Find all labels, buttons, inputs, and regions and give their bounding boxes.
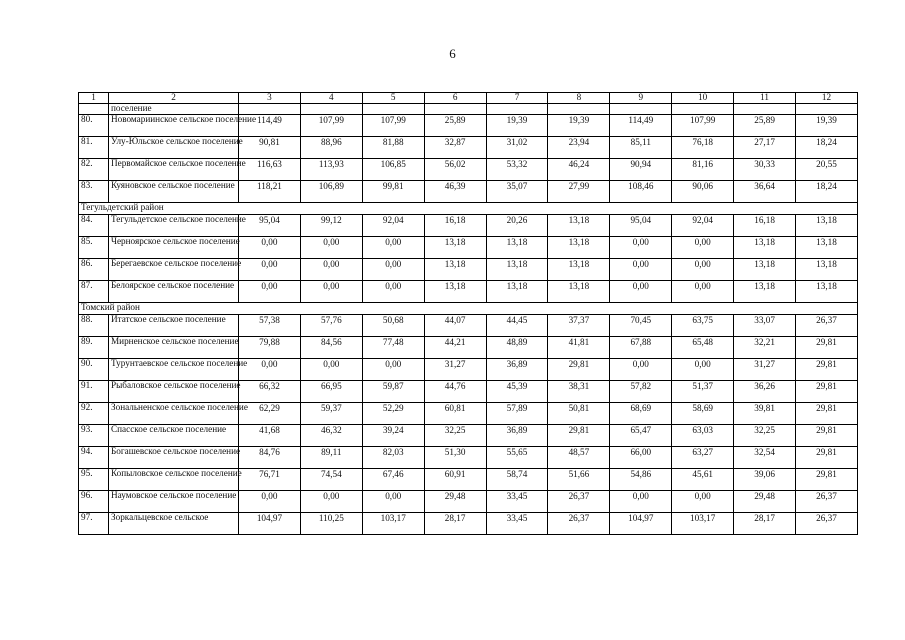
- value-cell: 0,00: [300, 359, 362, 381]
- value-cell: 23,94: [548, 137, 610, 159]
- empty-cell: [734, 104, 796, 115]
- column-number-cell: 8: [548, 93, 610, 104]
- value-cell: 48,57: [548, 447, 610, 469]
- empty-cell: [548, 104, 610, 115]
- settlement-name: Белоярское сельское поселение: [109, 281, 239, 303]
- value-cell: 74,54: [300, 469, 362, 491]
- value-cell: 0,00: [362, 237, 424, 259]
- continuation-num-cell: [79, 104, 109, 115]
- value-cell: 50,68: [362, 315, 424, 337]
- value-cell: 0,00: [239, 491, 301, 513]
- value-cell: 33,07: [734, 315, 796, 337]
- value-cell: 41,81: [548, 337, 610, 359]
- value-cell: 0,00: [610, 359, 672, 381]
- value-cell: 89,11: [300, 447, 362, 469]
- row-number: 90.: [79, 359, 109, 381]
- row-number: 93.: [79, 425, 109, 447]
- value-cell: 0,00: [362, 281, 424, 303]
- value-cell: 63,03: [672, 425, 734, 447]
- value-cell: 36,26: [734, 381, 796, 403]
- column-number-cell: 3: [239, 93, 301, 104]
- value-cell: 29,81: [796, 337, 858, 359]
- column-number-cell: 2: [109, 93, 239, 104]
- value-cell: 31,27: [734, 359, 796, 381]
- value-cell: 0,00: [672, 237, 734, 259]
- value-cell: 45,39: [486, 381, 548, 403]
- value-cell: 104,97: [610, 513, 672, 535]
- value-cell: 0,00: [610, 237, 672, 259]
- value-cell: 39,81: [734, 403, 796, 425]
- value-cell: 52,29: [362, 403, 424, 425]
- value-cell: 56,02: [424, 159, 486, 181]
- value-cell: 35,07: [486, 181, 548, 203]
- column-number-cell: 7: [486, 93, 548, 104]
- table-row: [79, 315, 858, 337]
- value-cell: 0,00: [239, 359, 301, 381]
- table-body: [79, 93, 858, 535]
- table-row: [79, 115, 858, 137]
- value-cell: 76,18: [672, 137, 734, 159]
- value-cell: 33,45: [486, 491, 548, 513]
- value-cell: 0,00: [610, 491, 672, 513]
- value-cell: 29,81: [548, 359, 610, 381]
- value-cell: 44,76: [424, 381, 486, 403]
- value-cell: 85,11: [610, 137, 672, 159]
- settlement-name: Зоркальцевское сельское: [109, 513, 239, 535]
- value-cell: 37,37: [548, 315, 610, 337]
- settlement-name: Куяновское сельское поселение: [109, 181, 239, 203]
- value-cell: 58,74: [486, 469, 548, 491]
- value-cell: 27,17: [734, 137, 796, 159]
- value-cell: 29,48: [734, 491, 796, 513]
- value-cell: 13,18: [796, 259, 858, 281]
- value-cell: 99,12: [300, 215, 362, 237]
- value-cell: 103,17: [672, 513, 734, 535]
- value-cell: 29,81: [548, 425, 610, 447]
- settlement-name: Итатское сельское поселение: [109, 315, 239, 337]
- value-cell: 39,24: [362, 425, 424, 447]
- table-row: [79, 137, 858, 159]
- value-cell: 19,39: [486, 115, 548, 137]
- value-cell: 46,24: [548, 159, 610, 181]
- column-number-row: [79, 93, 858, 104]
- settlement-name: Первомайское сельское поселение: [109, 159, 239, 181]
- value-cell: 46,39: [424, 181, 486, 203]
- column-number-cell: 4: [300, 93, 362, 104]
- value-cell: 13,18: [796, 237, 858, 259]
- row-number: 83.: [79, 181, 109, 203]
- value-cell: 67,46: [362, 469, 424, 491]
- value-cell: 84,56: [300, 337, 362, 359]
- value-cell: 13,18: [486, 237, 548, 259]
- settlement-name: Улу-Юльское сельское поселение: [109, 137, 239, 159]
- value-cell: 13,18: [548, 281, 610, 303]
- value-cell: 26,37: [796, 491, 858, 513]
- value-cell: 16,18: [734, 215, 796, 237]
- table-row: [79, 159, 858, 181]
- value-cell: 0,00: [239, 281, 301, 303]
- table-row: [79, 513, 858, 535]
- empty-cell: [239, 104, 301, 115]
- value-cell: 108,46: [610, 181, 672, 203]
- value-cell: 90,81: [239, 137, 301, 159]
- value-cell: 66,00: [610, 447, 672, 469]
- value-cell: 63,75: [672, 315, 734, 337]
- value-cell: 110,25: [300, 513, 362, 535]
- value-cell: 90,94: [610, 159, 672, 181]
- row-number: 82.: [79, 159, 109, 181]
- table-row: [79, 181, 858, 203]
- value-cell: 50,81: [548, 403, 610, 425]
- value-cell: 66,32: [239, 381, 301, 403]
- value-cell: 51,30: [424, 447, 486, 469]
- value-cell: 28,17: [424, 513, 486, 535]
- value-cell: 63,27: [672, 447, 734, 469]
- value-cell: 20,26: [486, 215, 548, 237]
- table-row: [79, 237, 858, 259]
- empty-cell: [300, 104, 362, 115]
- value-cell: 107,99: [362, 115, 424, 137]
- settlement-name: Богашевское сельское поселение: [109, 447, 239, 469]
- row-number: 86.: [79, 259, 109, 281]
- value-cell: 70,45: [610, 315, 672, 337]
- value-cell: 44,07: [424, 315, 486, 337]
- column-number-cell: 9: [610, 93, 672, 104]
- row-number: 91.: [79, 381, 109, 403]
- value-cell: 88,96: [300, 137, 362, 159]
- value-cell: 57,82: [610, 381, 672, 403]
- value-cell: 118,21: [239, 181, 301, 203]
- value-cell: 82,03: [362, 447, 424, 469]
- value-cell: 18,24: [796, 181, 858, 203]
- value-cell: 27,99: [548, 181, 610, 203]
- value-cell: 92,04: [672, 215, 734, 237]
- value-cell: 13,18: [734, 237, 796, 259]
- value-cell: 77,48: [362, 337, 424, 359]
- table-row: [79, 425, 858, 447]
- continuation-row: [79, 104, 858, 115]
- value-cell: 59,37: [300, 403, 362, 425]
- value-cell: 66,95: [300, 381, 362, 403]
- value-cell: 28,17: [734, 513, 796, 535]
- row-number: 84.: [79, 215, 109, 237]
- value-cell: 0,00: [672, 491, 734, 513]
- column-number-cell: 11: [734, 93, 796, 104]
- row-number: 85.: [79, 237, 109, 259]
- value-cell: 36,64: [734, 181, 796, 203]
- value-cell: 0,00: [300, 259, 362, 281]
- value-cell: 26,37: [796, 315, 858, 337]
- value-cell: 99,81: [362, 181, 424, 203]
- value-cell: 103,17: [362, 513, 424, 535]
- value-cell: 44,45: [486, 315, 548, 337]
- settlement-name: Рыбаловское сельское поселение: [109, 381, 239, 403]
- column-number-cell: 5: [362, 93, 424, 104]
- value-cell: 48,89: [486, 337, 548, 359]
- value-cell: 0,00: [362, 359, 424, 381]
- value-cell: 25,89: [424, 115, 486, 137]
- table-row: [79, 469, 858, 491]
- empty-cell: [610, 104, 672, 115]
- value-cell: 51,37: [672, 381, 734, 403]
- value-cell: 13,18: [424, 281, 486, 303]
- value-cell: 19,39: [796, 115, 858, 137]
- value-cell: 81,16: [672, 159, 734, 181]
- value-cell: 0,00: [672, 281, 734, 303]
- value-cell: 29,81: [796, 447, 858, 469]
- row-number: 87.: [79, 281, 109, 303]
- table-row: [79, 259, 858, 281]
- value-cell: 0,00: [239, 237, 301, 259]
- value-cell: 29,81: [796, 403, 858, 425]
- value-cell: 68,69: [610, 403, 672, 425]
- row-number: 92.: [79, 403, 109, 425]
- value-cell: 0,00: [239, 259, 301, 281]
- value-cell: 32,87: [424, 137, 486, 159]
- value-cell: 104,97: [239, 513, 301, 535]
- value-cell: 114,49: [239, 115, 301, 137]
- value-cell: 106,89: [300, 181, 362, 203]
- continuation-name-cell: поселение: [109, 104, 239, 115]
- column-number-cell: 12: [796, 93, 858, 104]
- row-number: 97.: [79, 513, 109, 535]
- value-cell: 0,00: [672, 359, 734, 381]
- settlement-name: Тегульдетское сельское поселение: [109, 215, 239, 237]
- column-number-cell: 1: [79, 93, 109, 104]
- value-cell: 32,54: [734, 447, 796, 469]
- table-row: [79, 381, 858, 403]
- value-cell: 13,18: [424, 237, 486, 259]
- value-cell: 13,18: [548, 215, 610, 237]
- value-cell: 32,25: [734, 425, 796, 447]
- row-number: 88.: [79, 315, 109, 337]
- value-cell: 19,39: [548, 115, 610, 137]
- column-number-cell: 10: [672, 93, 734, 104]
- region-row: [79, 203, 858, 215]
- settlement-name: Наумовское сельское поселение: [109, 491, 239, 513]
- value-cell: 36,89: [486, 359, 548, 381]
- value-cell: 13,18: [486, 281, 548, 303]
- settlement-name: Зональненское сельское поселение: [109, 403, 239, 425]
- settlement-name: Черноярское сельское поселение: [109, 237, 239, 259]
- value-cell: 58,69: [672, 403, 734, 425]
- value-cell: 60,81: [424, 403, 486, 425]
- value-cell: 25,89: [734, 115, 796, 137]
- value-cell: 32,21: [734, 337, 796, 359]
- empty-cell: [672, 104, 734, 115]
- value-cell: 30,33: [734, 159, 796, 181]
- value-cell: 67,88: [610, 337, 672, 359]
- value-cell: 76,71: [239, 469, 301, 491]
- table-row: [79, 281, 858, 303]
- data-table: [78, 92, 858, 535]
- value-cell: 0,00: [610, 281, 672, 303]
- table-row: [79, 403, 858, 425]
- value-cell: 107,99: [300, 115, 362, 137]
- row-number: 96.: [79, 491, 109, 513]
- value-cell: 18,24: [796, 137, 858, 159]
- value-cell: 41,68: [239, 425, 301, 447]
- value-cell: 51,66: [548, 469, 610, 491]
- value-cell: 39,06: [734, 469, 796, 491]
- value-cell: 53,32: [486, 159, 548, 181]
- value-cell: 55,65: [486, 447, 548, 469]
- empty-cell: [424, 104, 486, 115]
- value-cell: 0,00: [610, 259, 672, 281]
- value-cell: 65,48: [672, 337, 734, 359]
- value-cell: 116,63: [239, 159, 301, 181]
- value-cell: 0,00: [362, 491, 424, 513]
- empty-cell: [486, 104, 548, 115]
- value-cell: 0,00: [300, 281, 362, 303]
- value-cell: 29,81: [796, 469, 858, 491]
- value-cell: 0,00: [362, 259, 424, 281]
- value-cell: 16,18: [424, 215, 486, 237]
- region-name: Томский район: [79, 303, 858, 315]
- value-cell: 26,37: [796, 513, 858, 535]
- value-cell: 59,87: [362, 381, 424, 403]
- settlement-name: Турунтаевское сельское поселение: [109, 359, 239, 381]
- value-cell: 92,04: [362, 215, 424, 237]
- table-row: [79, 359, 858, 381]
- value-cell: 0,00: [300, 491, 362, 513]
- settlement-name: Спасское сельское поселение: [109, 425, 239, 447]
- value-cell: 44,21: [424, 337, 486, 359]
- value-cell: 32,25: [424, 425, 486, 447]
- table-row: [79, 215, 858, 237]
- value-cell: 57,38: [239, 315, 301, 337]
- value-cell: 26,37: [548, 491, 610, 513]
- value-cell: 13,18: [548, 237, 610, 259]
- value-cell: 46,32: [300, 425, 362, 447]
- table-row: [79, 491, 858, 513]
- value-cell: 54,86: [610, 469, 672, 491]
- table-row: [79, 337, 858, 359]
- value-cell: 65,47: [610, 425, 672, 447]
- value-cell: 36,89: [486, 425, 548, 447]
- value-cell: 29,81: [796, 381, 858, 403]
- table-row: [79, 447, 858, 469]
- region-row: [79, 303, 858, 315]
- value-cell: 31,02: [486, 137, 548, 159]
- value-cell: 57,89: [486, 403, 548, 425]
- value-cell: 31,27: [424, 359, 486, 381]
- value-cell: 0,00: [672, 259, 734, 281]
- value-cell: 90,06: [672, 181, 734, 203]
- value-cell: 107,99: [672, 115, 734, 137]
- empty-cell: [362, 104, 424, 115]
- row-number: 81.: [79, 137, 109, 159]
- value-cell: 81,88: [362, 137, 424, 159]
- value-cell: 20,55: [796, 159, 858, 181]
- region-name: Тегульдетский район: [79, 203, 858, 215]
- settlement-name: Копыловское сельское поселение: [109, 469, 239, 491]
- value-cell: 62,29: [239, 403, 301, 425]
- value-cell: 13,18: [796, 215, 858, 237]
- value-cell: 38,31: [548, 381, 610, 403]
- row-number: 95.: [79, 469, 109, 491]
- value-cell: 13,18: [548, 259, 610, 281]
- value-cell: 13,18: [734, 281, 796, 303]
- value-cell: 60,91: [424, 469, 486, 491]
- value-cell: 84,76: [239, 447, 301, 469]
- value-cell: 29,48: [424, 491, 486, 513]
- value-cell: 13,18: [424, 259, 486, 281]
- settlement-name: Новомариинское сельское поселение: [109, 115, 239, 137]
- row-number: 89.: [79, 337, 109, 359]
- value-cell: 57,76: [300, 315, 362, 337]
- column-number-cell: 6: [424, 93, 486, 104]
- value-cell: 79,88: [239, 337, 301, 359]
- settlement-name: Берегаевское сельское поселение: [109, 259, 239, 281]
- value-cell: 114,49: [610, 115, 672, 137]
- value-cell: 106,85: [362, 159, 424, 181]
- value-cell: 45,61: [672, 469, 734, 491]
- page-number: 6: [449, 46, 456, 61]
- value-cell: 95,04: [610, 215, 672, 237]
- value-cell: 33,45: [486, 513, 548, 535]
- value-cell: 13,18: [734, 259, 796, 281]
- value-cell: 13,18: [796, 281, 858, 303]
- row-number: 94.: [79, 447, 109, 469]
- value-cell: 0,00: [300, 237, 362, 259]
- value-cell: 13,18: [486, 259, 548, 281]
- empty-cell: [796, 104, 858, 115]
- value-cell: 113,93: [300, 159, 362, 181]
- value-cell: 29,81: [796, 425, 858, 447]
- value-cell: 95,04: [239, 215, 301, 237]
- row-number: 80.: [79, 115, 109, 137]
- settlement-name: Мирненское сельское поселение: [109, 337, 239, 359]
- value-cell: 26,37: [548, 513, 610, 535]
- value-cell: 29,81: [796, 359, 858, 381]
